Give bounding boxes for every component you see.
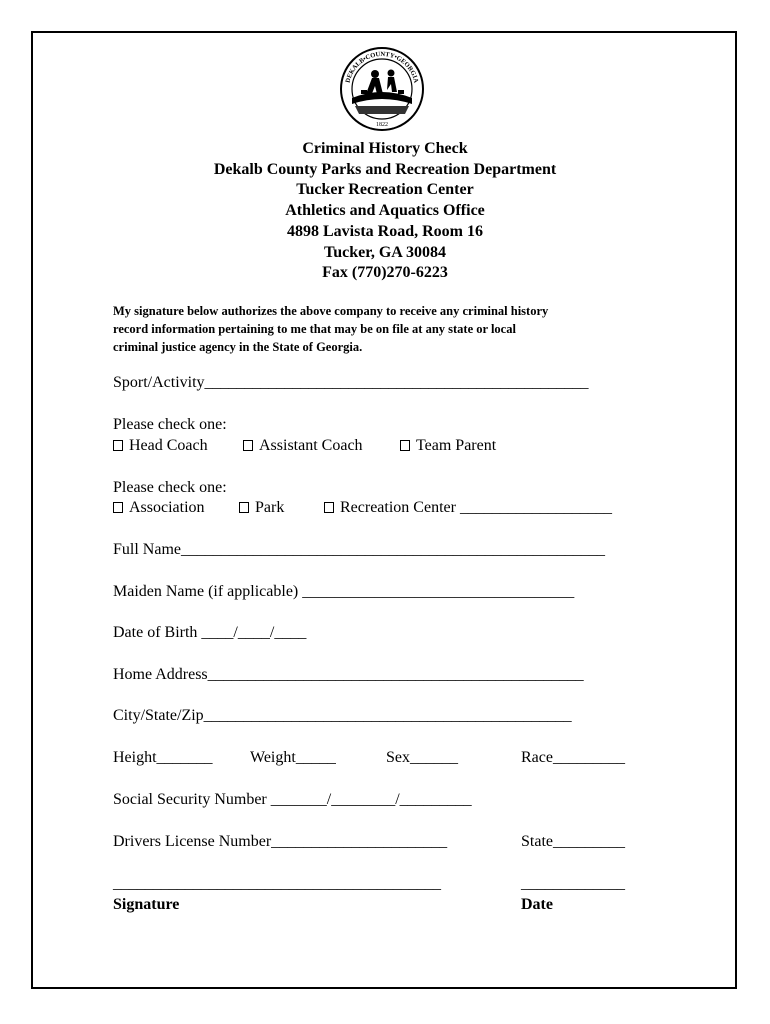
recreation-center-option[interactable]: Recreation Center ___________________ <box>324 498 612 518</box>
authorization-line: criminal justice agency in the State of Georgia. <box>113 340 363 354</box>
head-coach-option[interactable]: Head Coach <box>113 436 208 456</box>
date-line[interactable]: _____________ <box>521 875 625 892</box>
height-field[interactable]: Height_______ <box>113 749 213 766</box>
signature-line[interactable]: _________________________________________ <box>113 875 441 892</box>
assistant-coach-option[interactable]: Assistant Coach <box>243 436 363 456</box>
home-address-field[interactable]: Home Address_______________________________________________ <box>113 666 584 683</box>
date-of-birth-field[interactable]: Date of Birth ____/____/____ <box>113 624 307 641</box>
authorization-statement <box>113 302 673 356</box>
role-check-label: Please check one: <box>113 416 227 433</box>
drivers-license-field[interactable]: Drivers License Number______________________ <box>113 833 448 850</box>
signature-label: Signature <box>113 896 180 913</box>
svg-text:1822: 1822 <box>376 122 388 128</box>
park-option[interactable]: Park <box>239 498 284 518</box>
office-name: Athletics and Aquatics Office <box>285 202 485 220</box>
assistant-coach-checkbox[interactable] <box>243 440 253 451</box>
authorization-line: My signature below authorizes the above company to receive any criminal history <box>113 304 549 318</box>
association-option[interactable]: Association <box>113 498 205 518</box>
sex-field[interactable]: Sex______ <box>386 749 458 766</box>
race-field[interactable]: Race_________ <box>521 749 625 766</box>
form-heading <box>0 139 770 284</box>
fax-number: Fax (770)270-6223 <box>322 264 448 282</box>
sport-activity-field[interactable]: Sport/Activity________________________________________________ <box>113 374 589 391</box>
head-coach-checkbox[interactable] <box>113 440 123 451</box>
team-parent-option[interactable]: Team Parent <box>400 436 496 456</box>
svg-text:DEKALB•COUNTY•GEORGIA: DEKALB•COUNTY•GEORGIA <box>344 50 420 84</box>
date-label: Date <box>521 896 553 913</box>
dekalb-county-seal <box>339 46 425 132</box>
team-parent-checkbox[interactable] <box>400 440 410 451</box>
authorization-line: record information pertaining to me that may be on file at any state or local <box>113 322 516 336</box>
department-name: Dekalb County Parks and Recreation Department <box>213 160 557 178</box>
city-line: Tucker, GA 30084 <box>324 243 446 261</box>
form-title: Criminal History Check <box>302 140 468 157</box>
ssn-field[interactable]: Social Security Number _______/________/_________ <box>113 791 472 808</box>
recreation-center-checkbox[interactable] <box>324 502 334 513</box>
street-address: 4898 Lavista Road, Room 16 <box>286 222 483 240</box>
weight-field[interactable]: Weight_____ <box>250 749 336 766</box>
full-name-field[interactable]: Full Name_____________________________________________________ <box>113 541 605 558</box>
park-checkbox[interactable] <box>239 502 249 513</box>
center-name: Tucker Recreation Center <box>296 181 474 199</box>
license-state-field[interactable]: State_________ <box>521 833 625 850</box>
organization-check-label: Please check one: <box>113 479 227 496</box>
maiden-name-field[interactable]: Maiden Name (if applicable) __________________________________ <box>113 583 575 600</box>
association-checkbox[interactable] <box>113 502 123 513</box>
city-state-zip-field[interactable]: City/State/Zip______________________________________________ <box>113 707 572 724</box>
